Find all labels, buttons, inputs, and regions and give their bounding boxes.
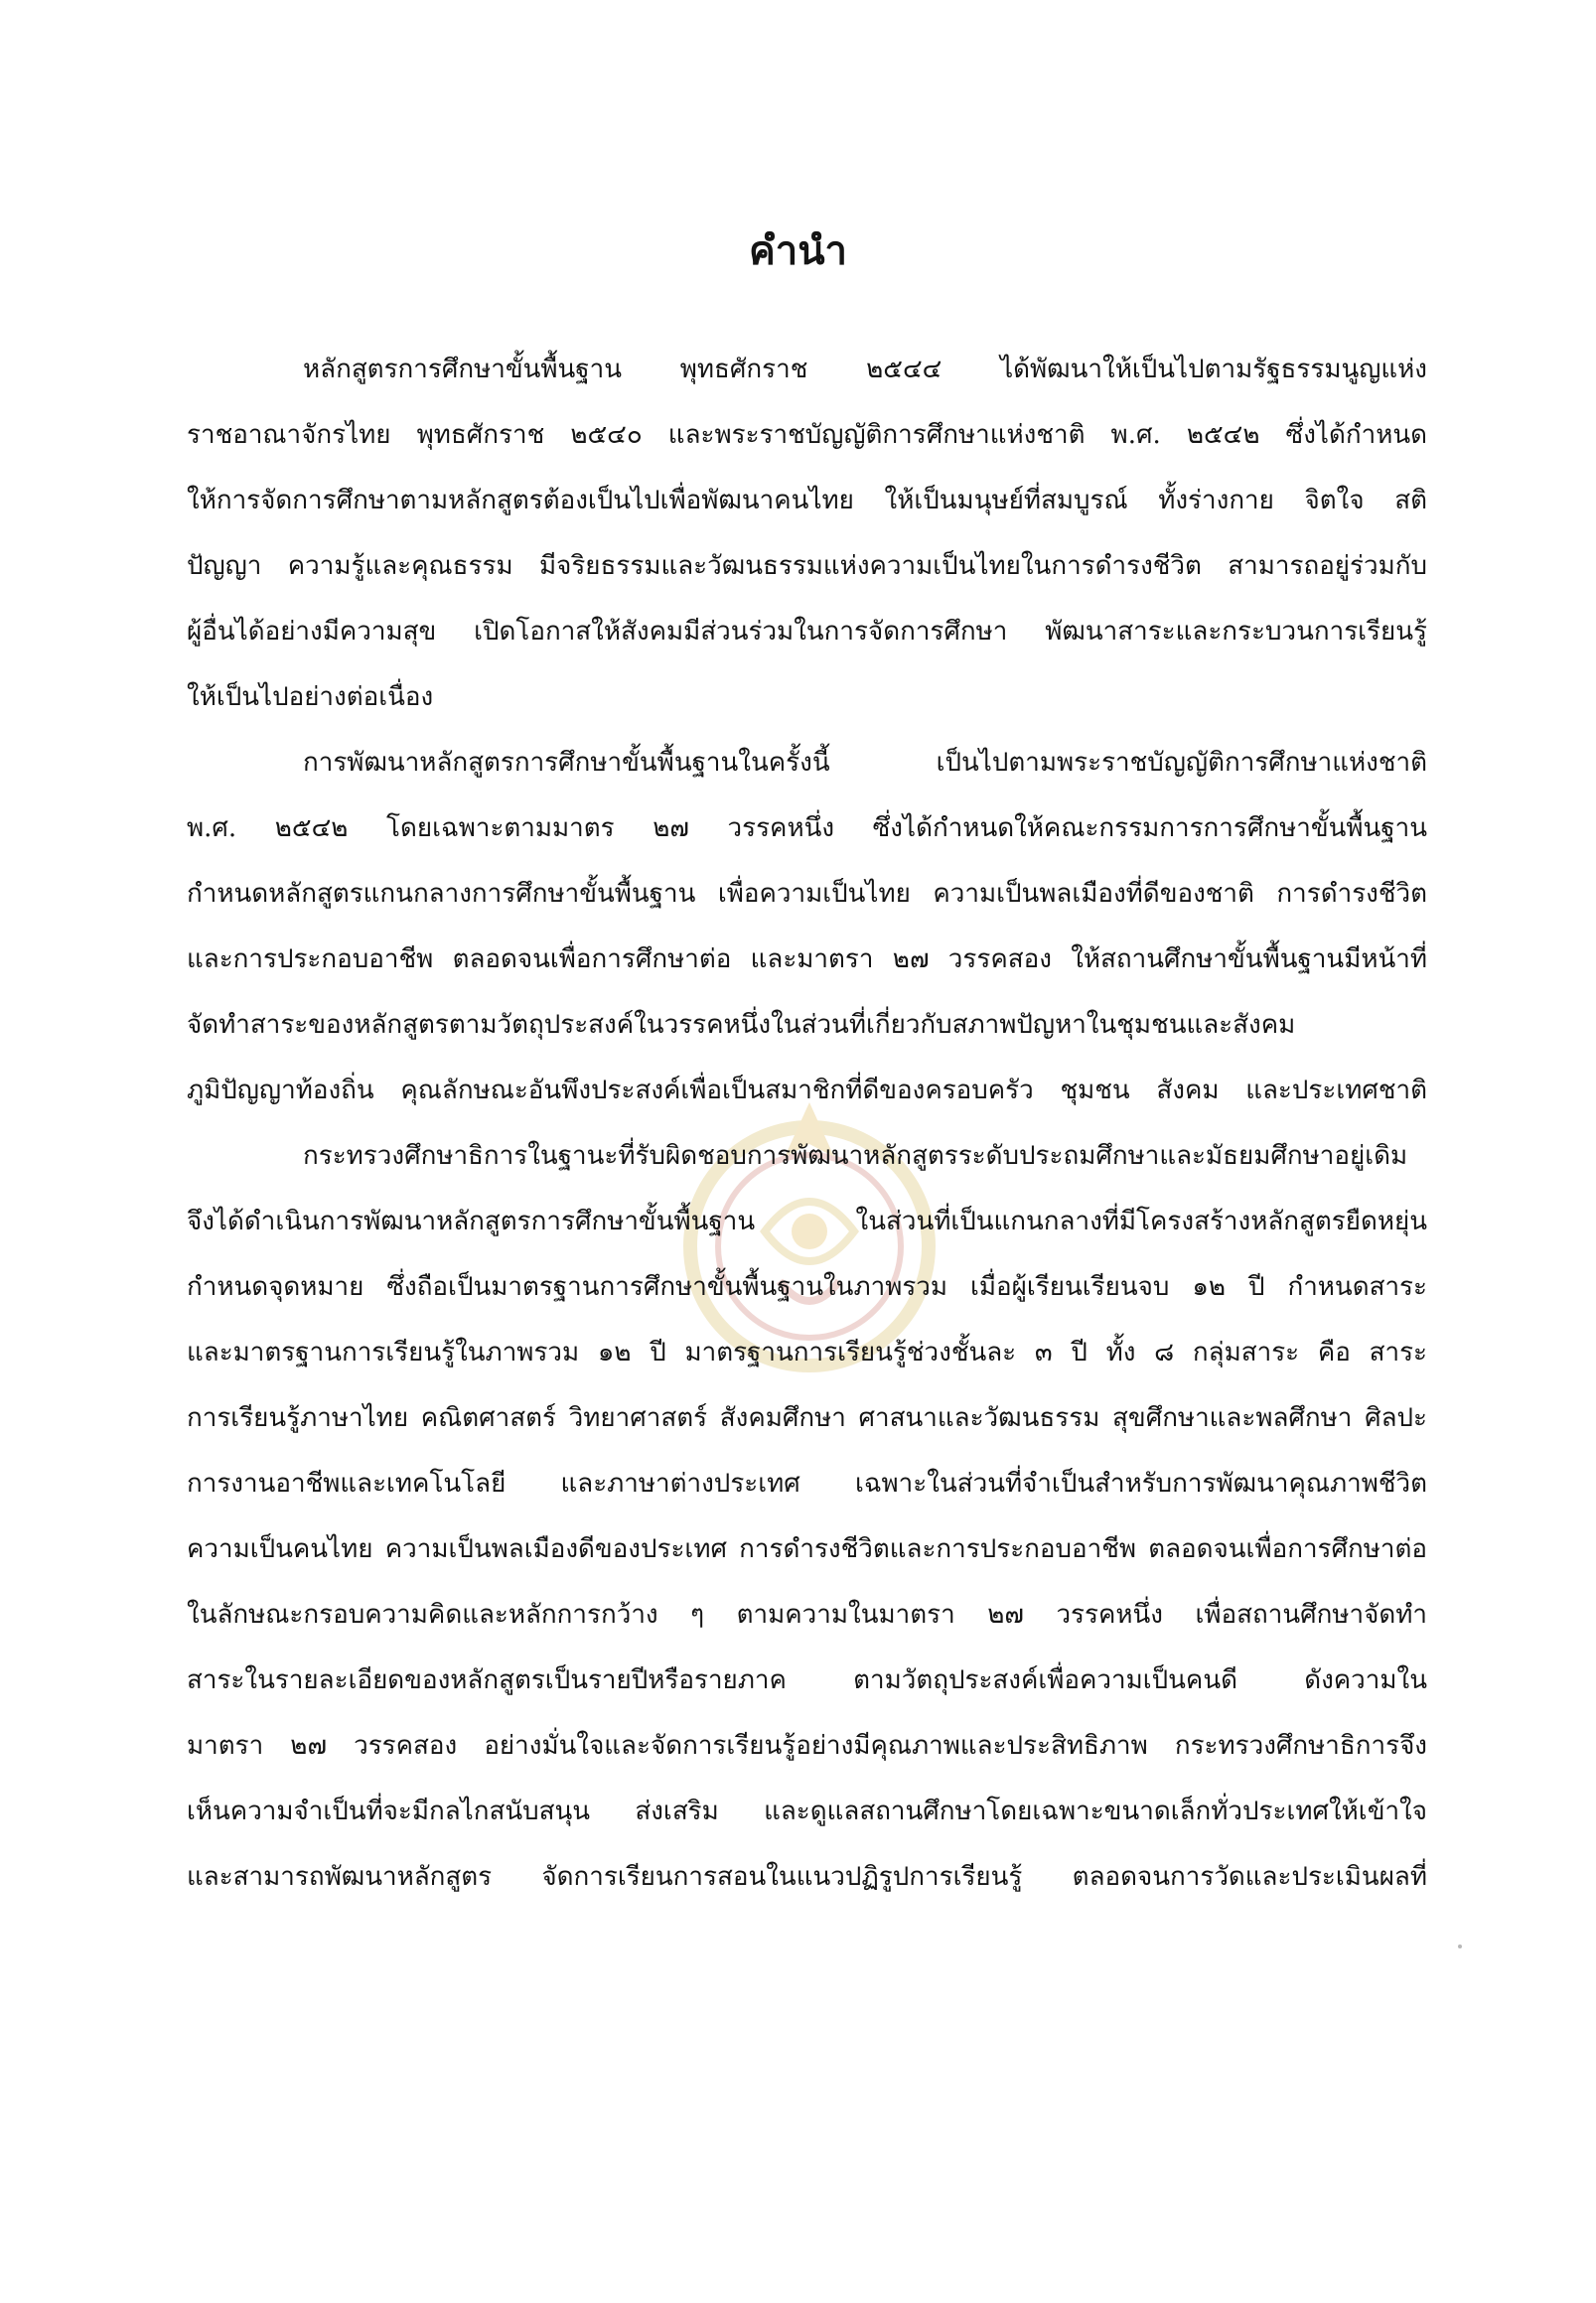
body-text-line: ให้การจัดการศึกษาตามหลักสูตรต้องเป็นไปเพื่อพัฒนาคนไทย ให้เป็นมนุษย์ที่สมบูรณ์ ทั้งร่างกาย จิตใจ สติ — [187, 486, 1427, 515]
body-text-line: ให้เป็นไปอย่างต่อเนื่อง — [187, 682, 434, 712]
body-text-line: มาตรา ๒๗ วรรคสอง อย่างมั่นใจและจัดการเรียนรู้อย่างมีคุณภาพและประสิทธิภาพ กระทรวงศึกษาธิการจึง — [187, 1731, 1427, 1761]
body-text-line: จัดทำสาระของหลักสูตรตามวัตถุประสงค์ในวรรคหนึ่งในส่วนที่เกี่ยวกับสภาพปัญหาในชุมชนและสังคม — [187, 1010, 1296, 1040]
body-text-line: เห็นความจำเป็นที่จะมีกลไกสนับสนุน ส่งเสริม และดูแลสถานศึกษาโดยเฉพาะขนาดเล็กทั่วประเทศให้เข้าใจ — [187, 1797, 1427, 1826]
body-text-line: ผู้อื่นได้อย่างมีความสุข เปิดโอกาสให้สังคมมีส่วนร่วมในการจัดการศึกษา พัฒนาสาระและกระบวนการเรียนรู้ — [187, 617, 1427, 647]
body-text-line: ปัญญา ความรู้และคุณธรรม มีจริยธรรมและวัฒนธรรมแห่งความเป็นไทยในการดำรงชีวิต สามารถอยู่ร่วมกับ — [187, 551, 1427, 581]
page-title: คำนำ — [748, 227, 848, 274]
body-text-line: และมาตรฐานการเรียนรู้ในภาพรวม ๑๒ ปี มาตรฐานการเรียนรู้ช่วงชั้นละ ๓ ปี ทั้ง ๘ กลุ่มสาระ คือ สาระ — [187, 1338, 1427, 1367]
body-text-line: พ.ศ. ๒๕๔๒ โดยเฉพาะตามมาตร ๒๗ วรรคหนึ่ง ซึ่งได้กำหนดให้คณะกรรมการการศึกษาขั้นพื้นฐาน — [187, 813, 1427, 843]
body-text-line: และสามารถพัฒนาหลักสูตร จัดการเรียนการสอนในแนวปฏิรูปการเรียนรู้ ตลอดจนการวัดและประเมินผลที่ — [187, 1862, 1427, 1892]
body-text-line: สาระในรายละเอียดของหลักสูตรเป็นรายปีหรือรายภาค ตามวัตถุประสงค์เพื่อความเป็นคนดี ดังความใน — [187, 1665, 1427, 1695]
body-text-line: ความเป็นคนไทย ความเป็นพลเมืองดีของประเทศ การดำรงชีวิตและการประกอบอาชีพ ตลอดจนเพื่อการศึกษาต่อ — [187, 1534, 1427, 1564]
body-text-line: หลักสูตรการศึกษาขั้นพื้นฐาน พุทธศักราช ๒๕๔๔ ได้พัฒนาให้เป็นไปตามรัฐธรรมนูญแห่ง — [303, 355, 1427, 384]
body-text-line: การพัฒนาหลักสูตรการศึกษาขั้นพื้นฐานในครั้งนี้ เป็นไปตามพระราชบัญญัติการศึกษาแห่งชาติ — [303, 748, 1427, 778]
body-text-line: กำหนดจุดหมาย ซึ่งถือเป็นมาตรฐานการศึกษาขั้นพื้นฐานในภาพรวม เมื่อผู้เรียนเรียนจบ ๑๒ ปี กำหนดสาระ — [187, 1272, 1427, 1302]
body-text-line: กำหนดหลักสูตรแกนกลางการศึกษาขั้นพื้นฐาน เพื่อความเป็นไทย ความเป็นพลเมืองที่ดีของชาติ การดำรงชีวิต — [187, 879, 1427, 909]
scan-speck — [1458, 1944, 1462, 1948]
body-text-line: การงานอาชีพและเทคโนโลยี และภาษาต่างประเทศ เฉพาะในส่วนที่จำเป็นสำหรับการพัฒนาคุณภาพชีวิต — [187, 1469, 1427, 1499]
body-text-line: การเรียนรู้ภาษาไทย คณิตศาสตร์ วิทยาศาสตร์ สังคมศึกษา ศาสนาและวัฒนธรรม สุขศึกษาและพลศึกษา ศิลปะ — [187, 1403, 1427, 1433]
body-text-line: ในลักษณะกรอบความคิดและหลักการกว้าง ๆ ตามความในมาตรา ๒๗ วรรคหนึ่ง เพื่อสถานศึกษาจัดทำ — [187, 1600, 1427, 1630]
body-text-line: จึงได้ดำเนินการพัฒนาหลักสูตรการศึกษาขั้นพื้นฐาน ในส่วนที่เป็นแกนกลางที่มีโครงสร้างหลักสูตรยืดหยุ่น — [187, 1207, 1427, 1236]
body-text-line: กระทรวงศึกษาธิการในฐานะที่รับผิดชอบการพัฒนาหลักสูตรระดับประถมศึกษาและมัธยมศึกษาอยู่เดิม — [303, 1141, 1408, 1171]
body-text-line: และการประกอบอาชีพ ตลอดจนเพื่อการศึกษาต่อ และมาตรา ๒๗ วรรคสอง ให้สถานศึกษาขั้นพื้นฐานมีหน้าที่ — [187, 944, 1427, 974]
body-text-line: ภูมิปัญญาท้องถิ่น คุณลักษณะอันพึงประสงค์เพื่อเป็นสมาชิกที่ดีของครอบครัว ชุมชน สังคม และประเทศชาติ — [187, 1076, 1427, 1105]
body-text-line: ราชอาณาจักรไทย พุทธศักราช ๒๕๔๐ และพระราชบัญญัติการศึกษาแห่งชาติ พ.ศ. ๒๕๔๒ ซึ่งได้กำหนด — [187, 420, 1427, 450]
